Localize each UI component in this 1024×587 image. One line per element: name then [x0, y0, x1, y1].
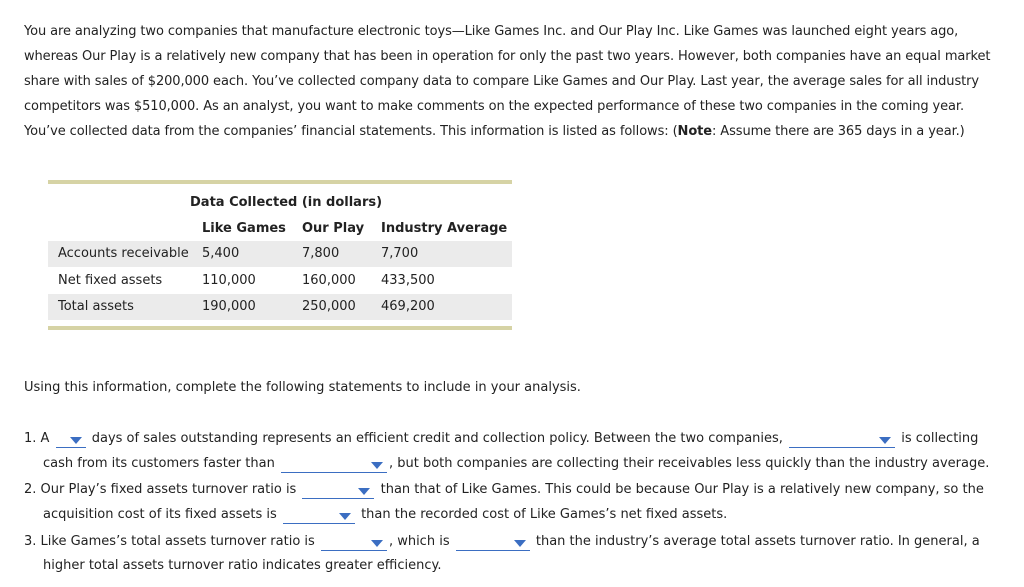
intro-line-2: whereas Our Play is a relatively new company that has been in operation for only the past two years. However, both companies have an equal market [24, 49, 991, 64]
q3-number: 3. [24, 534, 37, 549]
intro-line-4: competitors was $510,000. As an analyst, you want to make comments on the expected performance of these two companies in the coming year. [24, 99, 964, 114]
intro-line-5-text: You’ve collected data from the companies’ financial statements. This information is listed as follows: ( [24, 124, 678, 139]
q2-text-3: acquisition cost of its fixed assets is [43, 507, 277, 522]
table-top-rule [48, 180, 512, 184]
row-label: Accounts receivable [58, 246, 189, 261]
problem-intro [24, 19, 991, 144]
q3-ratio-dropdown[interactable] [321, 535, 387, 551]
header-our-play: Our Play [302, 221, 365, 236]
q1-text-5: , but both companies are collecting their receivables less quickly than the industry average. [388, 456, 990, 471]
intro-line-3: share with sales of $200,000 each. You’ve collected company data to compare Like Games and Our Play. Last year, the average sales for all industry [24, 74, 979, 89]
table-row [48, 241, 512, 267]
chevron-down-icon [339, 513, 351, 520]
q1-text-2: days of sales outstanding represents an efficient credit and collection policy. Between the two companies, [91, 431, 783, 446]
cell-value: 190,000 [202, 299, 256, 314]
row-label: Total assets [58, 299, 134, 314]
q2-line-2 [43, 506, 727, 524]
cell-value: 7,800 [302, 246, 340, 261]
table-row [48, 268, 512, 294]
cell-value: 433,500 [381, 273, 435, 288]
chevron-down-icon [70, 437, 82, 444]
cell-value: 160,000 [302, 273, 356, 288]
header-like-games: Like Games [202, 221, 286, 236]
q1-line-2 [43, 455, 989, 473]
intro-line-1: You are analyzing two companies that manufacture electronic toys—Like Games Inc. and Our Play Inc. Like Games was launched eight years ago, [24, 24, 959, 39]
chevron-down-icon [514, 540, 526, 547]
chevron-down-icon [358, 488, 370, 495]
q3-line-1 [24, 533, 980, 551]
cell-value: 469,200 [381, 299, 435, 314]
cell-value: 250,000 [302, 299, 356, 314]
q1-line-1 [24, 430, 978, 448]
cell-value: 5,400 [202, 246, 240, 261]
chevron-down-icon [879, 437, 891, 444]
q3-text-2: , which is [388, 534, 450, 549]
q2-ratio-dropdown[interactable] [302, 483, 374, 499]
q1-compare-dropdown[interactable] [281, 457, 387, 473]
q1-days-dropdown[interactable] [56, 432, 86, 448]
q1-company-dropdown[interactable] [789, 432, 895, 448]
q2-line-1 [24, 481, 984, 499]
instructions: Using this information, complete the following statements to include in your analysis. [24, 380, 581, 395]
q1-text-4: cash from its customers faster than [43, 456, 275, 471]
chevron-down-icon [371, 462, 383, 469]
q3-text-3: than the industry’s average total assets turnover ratio. In general, a [535, 534, 980, 549]
note-text: : Assume there are 365 days in a year.) [712, 124, 965, 139]
cell-value: 7,700 [381, 246, 419, 261]
q1-text-3: is collecting [901, 431, 979, 446]
q2-text-4: than the recorded cost of Like Games’s net fixed assets. [361, 507, 728, 522]
q2-cost-dropdown[interactable] [283, 508, 355, 524]
intro-line-5 [24, 119, 984, 144]
row-label: Net fixed assets [58, 273, 163, 288]
q3-text-4: higher total assets turnover ratio indicates greater efficiency. [43, 558, 442, 573]
table-bottom-rule [48, 326, 512, 330]
q3-text-1: Like Games’s total assets turnover ratio is [40, 534, 315, 549]
q2-text-1: Our Play’s fixed assets turnover ratio is [40, 482, 297, 497]
table-title: Data Collected (in dollars) [190, 195, 383, 210]
q3-industry-dropdown[interactable] [456, 535, 530, 551]
table-row [48, 294, 512, 320]
q2-text-2: than that of Like Games. This could be because Our Play is a relatively new company, so the [380, 482, 984, 497]
cell-value: 110,000 [202, 273, 256, 288]
note-label: Note [677, 124, 712, 139]
q2-number: 2. [24, 482, 37, 497]
q1-text-1: A [40, 431, 50, 446]
chevron-down-icon [371, 540, 383, 547]
q1-number: 1. [24, 431, 37, 446]
q3-line-2 [43, 557, 441, 575]
header-industry-average: Industry Average [381, 221, 508, 236]
